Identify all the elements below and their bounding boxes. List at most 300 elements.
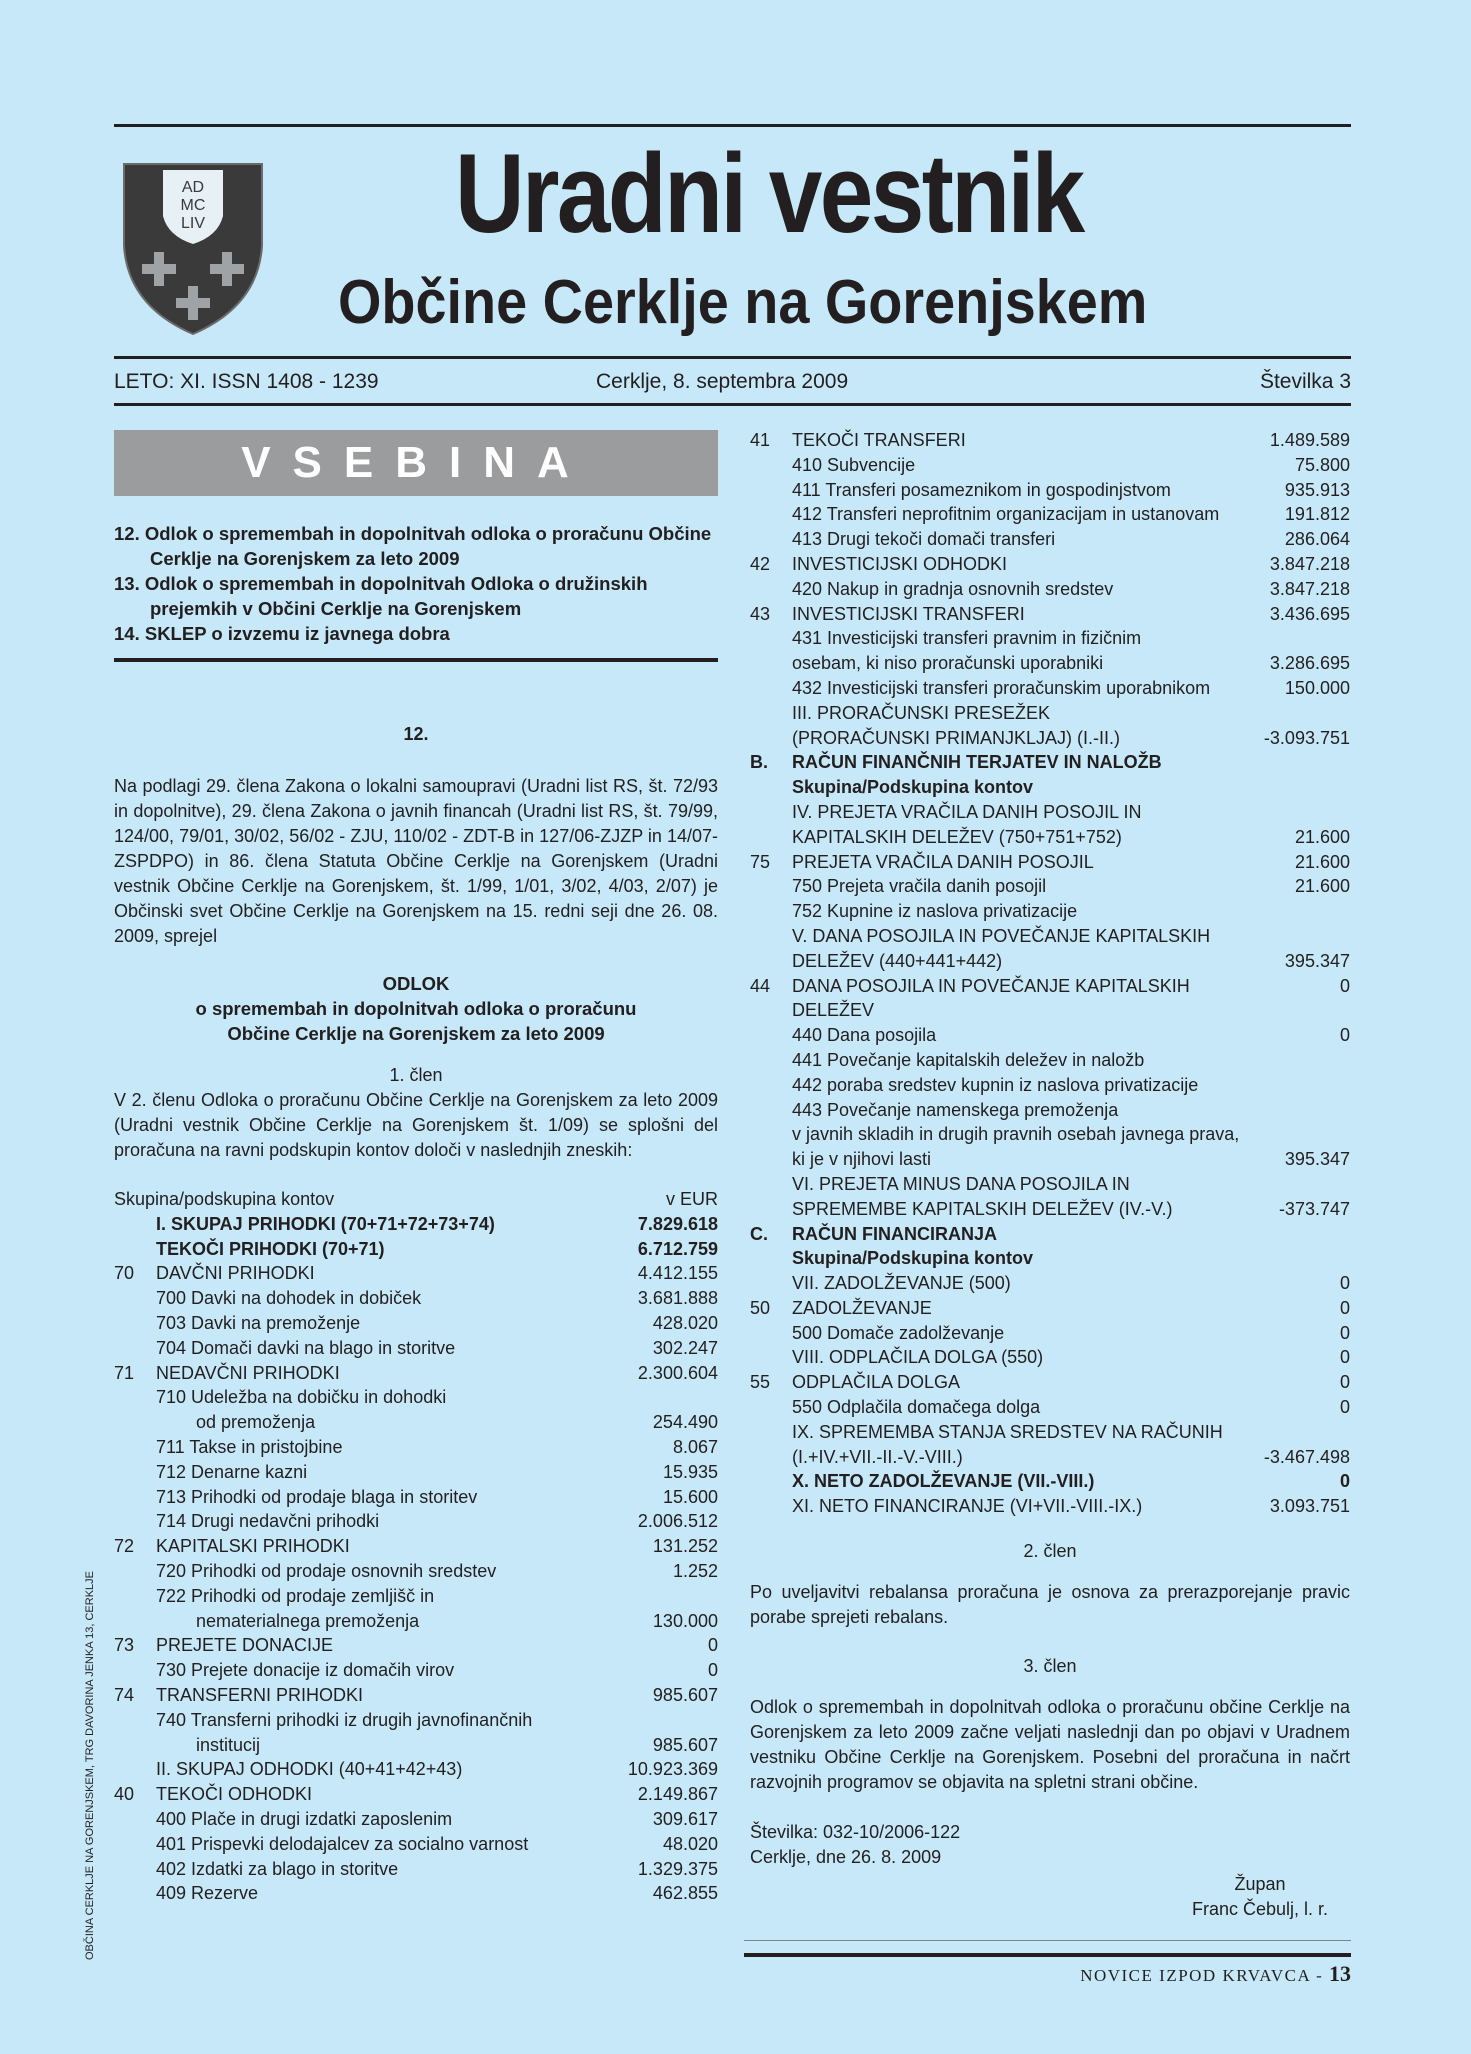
row-code xyxy=(114,1559,156,1584)
row-code: 55 xyxy=(750,1372,771,1393)
row-value: 985.607 xyxy=(652,1684,718,1705)
row-value xyxy=(1260,1073,1350,1098)
table-row xyxy=(750,1122,1350,1147)
row-label: PREJETA VRAČILA DANIH POSOJIL xyxy=(792,851,1094,872)
row-code xyxy=(114,1460,156,1485)
budget-table-right xyxy=(750,428,1350,1519)
row-value xyxy=(1260,800,1350,825)
row-label: KAPITALSKIH DELEŽEV (750+751+752) xyxy=(792,826,1122,847)
row-label: 409 Rezerve xyxy=(156,1883,259,1904)
table-row xyxy=(750,1469,1350,1494)
row-value: 309.617 xyxy=(652,1808,718,1829)
row-code xyxy=(750,1395,792,1420)
page-footer xyxy=(1080,1961,1351,1987)
row-code xyxy=(750,924,792,949)
row-code xyxy=(114,1485,156,1510)
article-number: 12. xyxy=(403,724,429,744)
publication-subtitle: Občine Cerklje na Gorenjskem xyxy=(338,268,1148,337)
logo-text-2: MC xyxy=(180,197,206,214)
row-code xyxy=(114,1658,156,1683)
row-label: RAČUN FINANCIRANJA xyxy=(792,1223,997,1244)
table-row xyxy=(750,974,1350,1024)
row-label: 400 Plače in drugi izdatki zaposlenim xyxy=(156,1808,453,1829)
row-code xyxy=(114,1286,156,1311)
row-value xyxy=(1260,924,1350,949)
table-row xyxy=(750,453,1350,478)
table-row xyxy=(750,726,1350,751)
row-code xyxy=(114,1832,156,1857)
row-value: 0 xyxy=(1339,1347,1350,1368)
table-row xyxy=(114,1509,718,1534)
table-row xyxy=(750,626,1350,651)
table-row xyxy=(750,924,1350,949)
row-value: 8.067 xyxy=(672,1436,718,1457)
row-code xyxy=(750,1246,792,1271)
table-row xyxy=(114,1559,718,1584)
row-code xyxy=(114,1237,156,1262)
table-row xyxy=(750,1073,1350,1098)
row-code xyxy=(114,1609,156,1634)
row-value: 0 xyxy=(1339,1322,1350,1343)
row-value: 0 xyxy=(1339,1397,1350,1418)
table-row xyxy=(114,1485,718,1510)
coat-of-arms-logo xyxy=(118,156,268,336)
table-row xyxy=(114,1212,718,1237)
row-value: 2.006.512 xyxy=(637,1511,718,1532)
row-value: 191.812 xyxy=(1284,504,1350,525)
row-label: (PRORAČUNSKI PRIMANJKLJAJ) (I.-II.) xyxy=(792,727,1121,748)
clen2-text: Po uveljavitvi rebalansa proračuna je osnova za prerazporejanje pravic porabe sprejeti rebalans. xyxy=(750,1582,1350,1628)
row-code: 71 xyxy=(114,1362,135,1383)
row-value: 0 xyxy=(707,1635,718,1656)
table-row xyxy=(114,1261,718,1286)
row-code xyxy=(114,1881,156,1906)
row-label: 730 Prejete donacije iz domačih virov xyxy=(156,1660,455,1681)
row-code xyxy=(750,1122,792,1147)
row-label: INVESTICIJSKI ODHODKI xyxy=(792,553,1008,574)
row-value: 48.020 xyxy=(662,1833,718,1854)
row-label: DELEŽEV (440+441+442) xyxy=(792,950,1003,971)
table-row xyxy=(750,527,1350,552)
row-value xyxy=(1260,1222,1350,1247)
row-label: VII. ZADOLŽEVANJE (500) xyxy=(792,1273,1011,1294)
row-value xyxy=(1260,626,1350,651)
table-row xyxy=(114,1435,718,1460)
decree-subtitle-2: Občine Cerklje na Gorenjskem za leto 2009 xyxy=(227,1023,605,1044)
row-label: 712 Denarne kazni xyxy=(156,1461,308,1482)
contents-item[interactable]: 14. SKLEP o izvzemu iz javnega dobra xyxy=(114,623,450,644)
row-value: 150.000 xyxy=(1284,677,1350,698)
contents-item[interactable]: 12. Odlok o spremembah in dopolnitvah odloka o proračunu Občine Cerklje na Gorenjskem za leto 2009 xyxy=(114,523,712,569)
row-code xyxy=(750,1445,792,1470)
row-code xyxy=(114,1435,156,1460)
row-label: 431 Investicijski transferi pravnim in fizičnim xyxy=(792,628,1142,649)
table-row xyxy=(750,428,1350,453)
table-row xyxy=(750,651,1350,676)
row-label: KAPITALSKI PRIHODKI xyxy=(156,1536,350,1557)
row-value: 21.600 xyxy=(1294,851,1350,872)
row-value xyxy=(1260,1122,1350,1147)
table-row xyxy=(750,775,1350,800)
row-label: X. NETO ZADOLŽEVANJE (VII.-VIII.) xyxy=(792,1471,1095,1492)
table-header-label: Skupina/podskupina kontov xyxy=(114,1189,335,1209)
row-value: 985.607 xyxy=(652,1734,718,1755)
row-label: nematerialnega premoženja xyxy=(196,1610,420,1631)
row-label: ZADOLŽEVANJE xyxy=(792,1297,932,1318)
row-code: 40 xyxy=(114,1784,135,1805)
table-row xyxy=(114,1584,718,1609)
row-code xyxy=(750,1048,792,1073)
row-value: 6.712.759 xyxy=(637,1238,718,1259)
row-value: -373.747 xyxy=(1278,1198,1350,1219)
table-row xyxy=(114,1733,718,1758)
table-row xyxy=(114,1857,718,1882)
row-label: SPREMEMBE KAPITALSKIH DELEŽEV (IV.-V.) xyxy=(792,1198,1173,1219)
row-code xyxy=(114,1757,156,1782)
row-code: 75 xyxy=(750,851,771,872)
table-row xyxy=(750,1420,1350,1445)
row-label: 401 Prispevki delodajalcev za socialno varnost xyxy=(156,1833,529,1854)
row-label: II. SKUPAJ ODHODKI (40+41+42+43) xyxy=(156,1759,463,1780)
row-value: 2.149.867 xyxy=(637,1784,718,1805)
row-value: 4.412.155 xyxy=(637,1263,718,1284)
row-code xyxy=(750,1172,792,1197)
logo-text-1: AD xyxy=(181,179,205,196)
row-label: institucij xyxy=(196,1734,261,1755)
row-label: TEKOČI PRIHODKI (70+71) xyxy=(156,1238,385,1259)
footer-publication: NOVICE IZPOD KRVAVCA - xyxy=(1080,1966,1329,1985)
table-row xyxy=(114,1336,718,1361)
address-sidebar: OBČINA CERKLJE NA GORENJSKEM, TRG DAVORINA JENKA 13, CERKLJE xyxy=(84,1571,96,1960)
table-row xyxy=(750,750,1350,775)
row-code xyxy=(114,1584,156,1609)
row-value xyxy=(1260,1098,1350,1123)
row-code: 42 xyxy=(750,553,771,574)
row-value: 254.490 xyxy=(652,1412,718,1433)
row-label: 752 Kupnine iz naslova privatizacije xyxy=(792,901,1078,922)
table-row xyxy=(750,1395,1350,1420)
row-code xyxy=(750,1494,792,1519)
table-row xyxy=(750,899,1350,924)
row-code xyxy=(750,1469,792,1494)
table-row xyxy=(750,676,1350,701)
header-rule xyxy=(114,356,1351,359)
table-row xyxy=(114,1832,718,1857)
row-value: -3.467.498 xyxy=(1263,1446,1350,1467)
row-label: PREJETE DONACIJE xyxy=(156,1635,334,1656)
row-value xyxy=(1260,1172,1350,1197)
table-row xyxy=(114,1311,718,1336)
row-value xyxy=(1260,701,1350,726)
right-column xyxy=(750,430,1350,1922)
row-code xyxy=(750,502,792,527)
row-label: 711 Takse in pristojbine xyxy=(156,1436,343,1457)
table-row xyxy=(114,1385,718,1410)
row-label: ki je v njihovi lasti xyxy=(792,1149,932,1170)
row-code xyxy=(114,1385,156,1410)
row-value: -3.093.751 xyxy=(1263,727,1350,748)
table-row xyxy=(114,1757,718,1782)
table-row xyxy=(750,1023,1350,1048)
row-code xyxy=(750,1023,792,1048)
row-code: 50 xyxy=(750,1297,771,1318)
reference-number: Številka: 032-10/2006-122 xyxy=(750,1822,961,1843)
table-row xyxy=(114,1782,718,1807)
row-label: 500 Domače zadolževanje xyxy=(792,1322,1005,1343)
left-column xyxy=(114,430,718,1906)
row-label: (I.+IV.+VII.-II.-V.-VIII.) xyxy=(792,1446,963,1467)
row-label: osebam, ki niso proračunski uporabniki xyxy=(792,653,1104,674)
table-row xyxy=(750,1271,1350,1296)
row-value: 1.489.589 xyxy=(1269,430,1350,450)
row-value: 10.923.369 xyxy=(627,1759,718,1780)
meta-rule xyxy=(114,403,1351,406)
table-row xyxy=(750,1494,1350,1519)
year-issn: LETO: XI. ISSN 1408 - 1239 xyxy=(114,370,379,393)
table-row xyxy=(114,1286,718,1311)
publication-title: Uradni vestnik xyxy=(455,131,1083,256)
clen3-text: Odlok o spremembah in dopolnitvah odloka o proračunu občine Cerklje na Gorenjskem za leto 2009 začne veljati naslednji dan po objavi v Uradnem vestniku Občine Cerklje na Gorenjskem. Posebni del proračuna in načrt razvojnih programov se objavita na spletni strani občine. xyxy=(750,1697,1350,1793)
row-label: 413 Drugi tekoči domači transferi xyxy=(792,529,1056,550)
row-label: 704 Domači davki na blago in storitve xyxy=(156,1337,456,1358)
row-label: v javnih skladih in drugih pravnih osebah javnega prava, xyxy=(792,1124,1240,1145)
row-value xyxy=(628,1708,718,1733)
row-code xyxy=(114,1212,156,1237)
row-label: od premoženja xyxy=(196,1412,316,1433)
table-row xyxy=(114,1633,718,1658)
row-label: 443 Povečanje namenskega premoženja xyxy=(792,1099,1119,1120)
clen2-heading: 2. člen xyxy=(1023,1541,1077,1562)
row-code xyxy=(750,949,792,974)
row-code xyxy=(114,1410,156,1435)
row-code xyxy=(750,1073,792,1098)
row-value: 3.436.695 xyxy=(1269,603,1350,624)
row-value xyxy=(1260,1420,1350,1445)
row-value xyxy=(1260,899,1350,924)
row-value: 3.286.695 xyxy=(1269,653,1350,674)
table-row xyxy=(750,577,1350,602)
row-value: 21.600 xyxy=(1294,826,1350,847)
table-row xyxy=(750,1321,1350,1346)
row-value: 0 xyxy=(1339,1471,1350,1492)
row-label: IX. SPREMEMBA STANJA SREDSTEV NA RAČUNIH xyxy=(792,1421,1223,1442)
table-row xyxy=(114,1237,718,1262)
row-label: VIII. ODPLAČILA DOLGA (550) xyxy=(792,1347,1044,1368)
row-value: 286.064 xyxy=(1284,529,1350,550)
contents-divider xyxy=(114,658,718,662)
table-row xyxy=(750,825,1350,850)
row-label: 740 Transferni prihodki iz drugih javnofinančnih xyxy=(156,1709,533,1730)
table-row xyxy=(750,1370,1350,1395)
row-value xyxy=(1260,775,1350,800)
contents-item[interactable]: 13. Odlok o spremembah in dopolnitvah Odloka o družinskih prejemkih v Občini Cerklje na Gorenjskem xyxy=(114,573,648,619)
row-code xyxy=(114,1311,156,1336)
table-row xyxy=(750,552,1350,577)
row-value: 428.020 xyxy=(652,1312,718,1333)
table-row xyxy=(114,1460,718,1485)
contents-list xyxy=(114,521,718,646)
table-row xyxy=(750,1345,1350,1370)
row-code xyxy=(750,874,792,899)
preamble: Na podlagi 29. člena Zakona o lokalni samoupravi (Uradni list RS, št. 72/93 in dopolnitve), 29. člena Zakona o javnih financah (Uradni list RS, št. 79/99, 124/00, 79/01, 30/02, 56/02 - ZJU, 110/02 - ZDT-B in 127/06-ZJZP in 14/07-ZSPDPO) in 86. člena Statuta Občine Cerklje na Gorenjskem (Uradni vestnik Občine Cerklje na Gorenjskem, št. 1/99, 1/01, 3/02, 4/03, 2/07) je Občinski svet Občine Cerklje na Gorenjskem na 15. redni seji dne 26. 08. 2009, sprejel xyxy=(114,776,718,946)
table-row xyxy=(114,1534,718,1559)
row-code xyxy=(750,1321,792,1346)
row-label: 550 Odplačila domačega dolga xyxy=(792,1397,1041,1418)
signer-name: Franc Čebulj, l. r. xyxy=(1191,1899,1329,1920)
table-row xyxy=(750,502,1350,527)
row-code: 74 xyxy=(114,1684,135,1705)
row-value xyxy=(1260,750,1350,775)
row-value: 3.093.751 xyxy=(1269,1496,1350,1517)
row-code xyxy=(114,1336,156,1361)
row-label: ODPLAČILA DOLGA xyxy=(792,1372,961,1393)
row-label: V. DANA POSOJILA IN POVEČANJE KAPITALSKIH xyxy=(792,925,1211,946)
row-label: 412 Transferi neprofitnim organizacijam in ustanovam xyxy=(792,504,1220,525)
row-code: 43 xyxy=(750,603,771,624)
row-label: 750 Prejeta vračila danih posojil xyxy=(792,876,1047,897)
row-code xyxy=(750,1271,792,1296)
row-code xyxy=(750,1420,792,1445)
row-label: TEKOČI TRANSFERI xyxy=(792,430,966,450)
table-header xyxy=(114,1187,718,1212)
clen1-text: V 2. členu Odloka o proračunu Občine Cerklje na Gorenjskem za leto 2009 (Uradni vestnik Občine Cerklje na Gorenjskem št. 1/09) se splošni del proračuna na ravni podskupin kontov določi v naslednjih zneskih: xyxy=(114,1090,718,1160)
row-label: TEKOČI ODHODKI xyxy=(156,1784,313,1805)
row-value: 935.913 xyxy=(1284,479,1350,500)
row-label: 402 Izdatki za blago in storitve xyxy=(156,1858,399,1879)
table-row xyxy=(114,1410,718,1435)
row-label: DANA POSOJILA IN POVEČANJE KAPITALSKIH DELEŽEV xyxy=(792,975,1190,1021)
table-row xyxy=(750,478,1350,503)
clen1-heading: 1. člen xyxy=(389,1065,443,1085)
table-row xyxy=(750,701,1350,726)
row-label: INVESTICIJSKI TRANSFERI xyxy=(792,603,1025,624)
table-row xyxy=(750,1048,1350,1073)
row-value: 1.329.375 xyxy=(637,1858,718,1879)
row-code: 73 xyxy=(114,1635,135,1656)
table-row xyxy=(750,949,1350,974)
contents-heading: VSEBINA xyxy=(114,430,718,496)
row-code xyxy=(750,726,792,751)
row-code xyxy=(114,1857,156,1882)
row-value: 21.600 xyxy=(1294,876,1350,897)
row-code xyxy=(114,1708,156,1733)
row-value xyxy=(628,1385,718,1410)
table-row xyxy=(114,1361,718,1386)
place-date: Cerklje, 8. septembra 2009 xyxy=(596,370,849,393)
row-value: 3.847.218 xyxy=(1269,578,1350,599)
row-code xyxy=(750,651,792,676)
row-code xyxy=(750,478,792,503)
row-value: 0 xyxy=(1339,1273,1350,1294)
row-label: 722 Prihodki od prodaje zemljišč in xyxy=(156,1585,435,1606)
row-value: 130.000 xyxy=(652,1610,718,1631)
table-row xyxy=(750,850,1350,875)
row-label: VI. PREJETA MINUS DANA POSOJILA IN xyxy=(792,1173,1130,1194)
top-rule xyxy=(114,124,1351,127)
row-code xyxy=(750,1197,792,1222)
row-code xyxy=(114,1807,156,1832)
logo-text-3: LIV xyxy=(180,215,206,232)
row-label: 440 Dana posojila xyxy=(792,1025,937,1046)
row-value: 1.252 xyxy=(672,1560,718,1581)
row-label: 432 Investicijski transferi proračunskim uporabnikom xyxy=(792,677,1211,698)
row-label: 714 Drugi nedavčni prihodki xyxy=(156,1511,380,1532)
row-value: 3.847.218 xyxy=(1269,553,1350,574)
table-row xyxy=(750,1098,1350,1123)
row-label: 703 Davki na premoženje xyxy=(156,1312,361,1333)
row-code xyxy=(750,1147,792,1172)
row-value: 395.347 xyxy=(1284,950,1350,971)
row-value xyxy=(628,1584,718,1609)
table-row xyxy=(750,602,1350,627)
row-value: 462.855 xyxy=(652,1883,718,1904)
row-value: 0 xyxy=(1339,1297,1350,1318)
row-code xyxy=(750,676,792,701)
row-label: 720 Prihodki od prodaje osnovnih sredstev xyxy=(156,1560,497,1581)
table-row xyxy=(750,1296,1350,1321)
row-code: 72 xyxy=(114,1536,135,1557)
table-row xyxy=(750,1246,1350,1271)
row-code xyxy=(750,577,792,602)
row-label: XI. NETO FINANCIRANJE (VI+VII.-VIII.-IX.) xyxy=(792,1496,1143,1517)
row-code xyxy=(750,825,792,850)
row-value: 0 xyxy=(1339,975,1350,996)
table-row xyxy=(750,1445,1350,1470)
table-row xyxy=(114,1881,718,1906)
budget-table-left xyxy=(114,1212,718,1906)
row-code xyxy=(750,899,792,924)
row-code xyxy=(750,800,792,825)
footer-rule xyxy=(744,1953,1351,1957)
row-label: Skupina/Podskupina kontov xyxy=(792,1248,1034,1269)
row-code: B. xyxy=(750,752,768,773)
row-label: RAČUN FINANČNIH TERJATEV IN NALOŽB xyxy=(792,752,1162,773)
table-row xyxy=(114,1683,718,1708)
row-value: 7.829.618 xyxy=(637,1213,718,1234)
table-row xyxy=(750,1222,1350,1247)
row-label: DAVČNI PRIHODKI xyxy=(156,1263,315,1284)
row-label: 710 Udeležba na dobičku in dohodki xyxy=(156,1387,447,1408)
reference-date: Cerklje, dne 26. 8. 2009 xyxy=(750,1847,942,1868)
table-row xyxy=(750,1172,1350,1197)
clen3-heading: 3. člen xyxy=(1023,1656,1077,1677)
row-code xyxy=(750,453,792,478)
row-code: 41 xyxy=(750,430,771,450)
table-row xyxy=(114,1658,718,1683)
row-label: 442 poraba sredstev kupnin iz naslova privatizacije xyxy=(792,1074,1199,1095)
table-row xyxy=(114,1708,718,1733)
table-row xyxy=(750,1147,1350,1172)
row-value: 75.800 xyxy=(1294,454,1350,475)
row-code xyxy=(114,1733,156,1758)
table-row xyxy=(750,874,1350,899)
row-value: 15.600 xyxy=(662,1486,718,1507)
table-row xyxy=(750,1197,1350,1222)
row-value: 0 xyxy=(1339,1025,1350,1046)
signer-title: Župan xyxy=(1234,1874,1286,1895)
row-label: 441 Povečanje kapitalskih deležev in naložb xyxy=(792,1049,1145,1070)
row-value: 15.935 xyxy=(662,1461,718,1482)
row-code xyxy=(750,626,792,651)
footer-thin-rule xyxy=(744,1940,1351,1941)
table-header-unit: v EUR xyxy=(665,1189,718,1209)
page-number: 13 xyxy=(1329,1961,1351,1986)
row-code: 70 xyxy=(114,1263,135,1284)
row-code xyxy=(750,527,792,552)
row-code xyxy=(750,1345,792,1370)
row-value: 0 xyxy=(1339,1372,1350,1393)
issue-number: Številka 3 xyxy=(1259,370,1351,393)
